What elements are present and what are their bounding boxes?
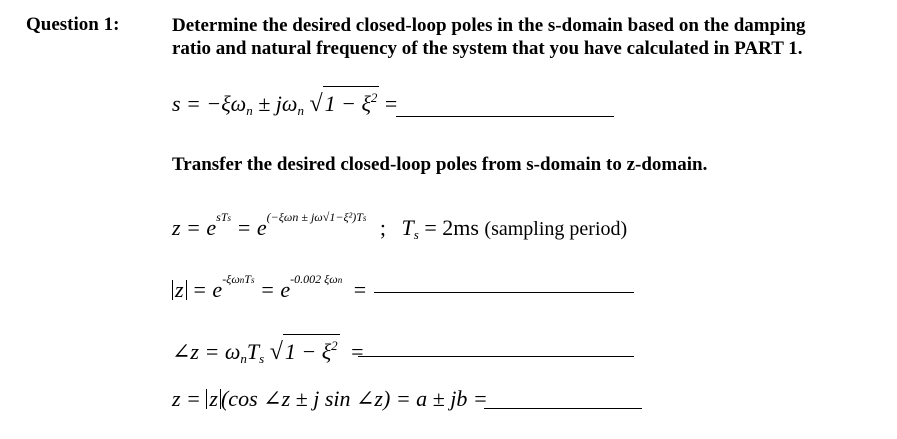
- eq1-sqrt-body: $1 - \xi^2$: [323, 86, 380, 114]
- eq4-sub-n: n: [240, 351, 247, 366]
- answer-blank-angle[interactable]: [358, 356, 634, 357]
- eq3-eq-e: = e: [186, 277, 223, 302]
- eq3-eq-e2: = e: [254, 277, 291, 302]
- equation-z-angle: [172, 334, 364, 367]
- equation-z-rectangular: [172, 386, 488, 412]
- sqrt-icon: √: [309, 91, 323, 117]
- eq5-body: (cos ∠z ± j sin ∠z) = a ± jb =: [220, 386, 488, 411]
- equation-z-transform: [172, 210, 627, 243]
- eq2-lhs: z = e: [172, 215, 217, 240]
- eq4-equals: =: [345, 339, 364, 364]
- equation-z-magnitude: [172, 272, 366, 303]
- eq2-ts-note: (sampling period): [484, 218, 628, 240]
- eq3-exp2: -0.002 ξωn: [290, 272, 343, 286]
- eq2-ts-value: = 2ms: [418, 215, 479, 240]
- eq5-abs-z: z: [206, 389, 221, 409]
- answer-blank-rectangular[interactable]: [484, 408, 642, 409]
- question-text-line2: ratio and natural frequency of the system that you have calculated in PART 1.: [172, 38, 803, 59]
- eq2-eq-e: = e: [231, 215, 267, 240]
- eq4-sub-s: s: [259, 351, 265, 366]
- question-label: Question 1:: [26, 14, 120, 35]
- eq1-pm: ± jω: [252, 91, 298, 116]
- eq2-separator: ;: [379, 215, 387, 240]
- answer-blank-s[interactable]: [396, 116, 614, 117]
- eq3-abs-z: z: [172, 280, 187, 300]
- eq2-ts-sub: s: [413, 227, 419, 242]
- eq1-lhs: s = −ξω: [172, 91, 247, 116]
- eq3-exp1: -ξωnTs: [222, 272, 255, 286]
- eq4-sqrt-body: $1 - \xi^2$: [283, 334, 340, 362]
- eq2-exp1: sTs: [216, 210, 232, 224]
- answer-blank-magnitude[interactable]: [374, 292, 634, 293]
- eq1-sub-n: n: [246, 103, 253, 118]
- question-text-line1: Determine the desired closed-loop poles in the s-domain based on the damping: [172, 15, 806, 36]
- sqrt-icon: √: [269, 339, 283, 365]
- eq4-angle: ∠z = ω: [172, 339, 241, 364]
- eq5-lhs: z =: [172, 386, 207, 411]
- eq1-sub-n2: n: [297, 103, 304, 118]
- eq4-t: T: [246, 339, 260, 364]
- eq2-ts: T: [401, 215, 414, 240]
- eq2-exp2: (−ξωn ± jω√1−ξ²)Ts: [266, 210, 367, 224]
- eq1-equals: =: [379, 91, 398, 116]
- eq3-equals: =: [348, 277, 367, 302]
- transfer-heading: Transfer the desired closed-loop poles from s-domain to z-domain.: [172, 154, 708, 175]
- equation-s-poles: [172, 86, 397, 119]
